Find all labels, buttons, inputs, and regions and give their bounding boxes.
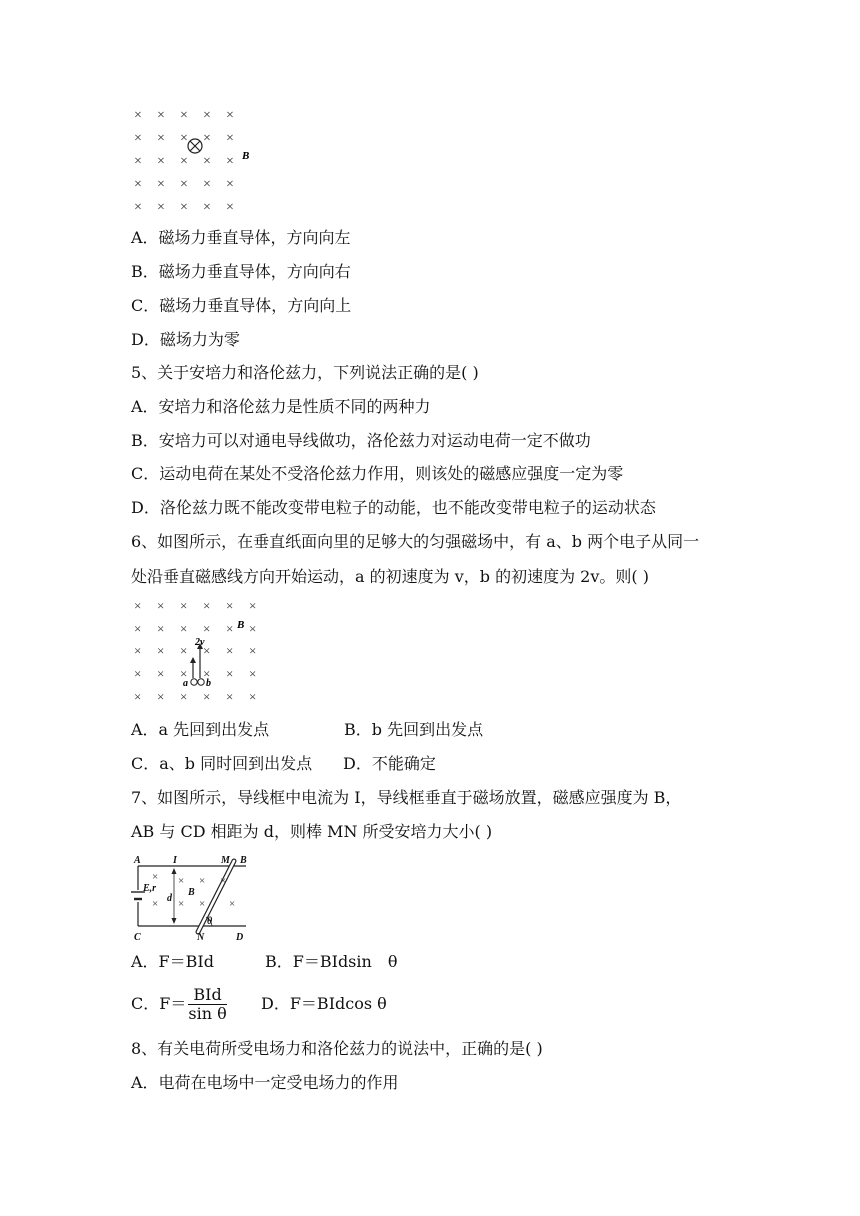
q7-label-M: M (221, 855, 230, 866)
q4-option-a: A．磁场力垂直导体，方向向左 (131, 228, 351, 247)
svg-text:×: × (180, 621, 188, 636)
svg-text:×: × (226, 177, 234, 192)
q6-label-b: b (206, 678, 211, 689)
svg-text:×: × (203, 177, 211, 192)
q7-option-c-numerator: BId (188, 986, 226, 1005)
q7-label-A: A (134, 855, 141, 866)
svg-text:×: × (134, 621, 142, 636)
svg-text:×: × (178, 875, 185, 887)
svg-text:×: × (226, 598, 234, 613)
svg-text:×: × (157, 666, 165, 681)
svg-text:×: × (249, 598, 257, 613)
q7-option-c-fraction (188, 986, 226, 1023)
q5-stem: 5、关于安培力和洛伦兹力，下列说法正确的是( ) (131, 363, 479, 382)
svg-text:×: × (226, 154, 234, 169)
svg-text:×: × (157, 689, 165, 704)
svg-text:×: × (226, 666, 234, 681)
q7-option-c-denominator: sin θ (188, 1004, 227, 1023)
svg-text:×: × (220, 875, 227, 887)
svg-text:×: × (157, 177, 165, 192)
q5-option-a: A．安培力和洛伦兹力是性质不同的两种力 (131, 397, 431, 416)
svg-text:×: × (249, 621, 257, 636)
svg-text:×: × (203, 689, 211, 704)
svg-text:×: × (180, 689, 188, 704)
q6-stem-line1: 6、如图所示，在垂直纸面向里的足够大的匀强磁场中，有 a、b 两个电子从同一 (131, 532, 700, 551)
svg-text:×: × (226, 621, 234, 636)
svg-text:×: × (134, 598, 142, 613)
q4-option-b: B．磁场力垂直导体，方向向右 (131, 262, 351, 281)
svg-text:×: × (180, 131, 188, 146)
svg-text:×: × (157, 621, 165, 636)
svg-text:×: × (180, 177, 188, 192)
q4-magnetic-field-diagram (128, 100, 258, 220)
q7-figure (128, 852, 254, 946)
q7-label-d: d (167, 893, 172, 904)
distance-d-marker (172, 868, 177, 924)
q5-option-c: C．运动电荷在某处不受洛伦兹力作用，则该处的磁感应强度一定为零 (131, 464, 624, 483)
svg-text:×: × (203, 200, 211, 215)
svg-text:×: × (226, 689, 234, 704)
q7-option-c-prefix: C．F＝ (131, 994, 187, 1013)
svg-text:×: × (249, 643, 257, 658)
q8-option-a: A．电荷在电场中一定受电场力的作用 (131, 1073, 399, 1092)
current-into-page-icon (188, 139, 202, 153)
svg-text:×: × (134, 177, 142, 192)
q8-stem: 8、有关电荷所受电场力和洛伦兹力的说法中，正确的是( ) (131, 1039, 543, 1058)
svg-text:×: × (180, 666, 188, 681)
q7-option-a: A．F＝BId (131, 952, 214, 971)
q4-option-c: C．磁场力垂直导体，方向向上 (131, 296, 352, 315)
q7-circuit-diagram (128, 852, 254, 946)
svg-text:×: × (203, 621, 211, 636)
q6-option-a: A．a 先回到出发点 (131, 720, 270, 739)
svg-text:×: × (134, 689, 142, 704)
q7-stem-line2: AB 与 CD 相距为 d，则棒 MN 所受安培力大小( ) (131, 822, 493, 841)
q7-label-Er: E,r (143, 883, 157, 894)
q5-option-b: B．安培力可以对通电导线做功，洛伦兹力对运动电荷一定不做功 (131, 431, 591, 450)
svg-text:×: × (157, 598, 165, 613)
svg-text:×: × (134, 200, 142, 215)
q6-magnetic-field-diagram (128, 594, 268, 710)
q4-label-B: B (242, 150, 250, 162)
svg-text:×: × (180, 154, 188, 169)
svg-text:×: × (203, 598, 211, 613)
svg-text:×: × (152, 898, 159, 910)
svg-text:×: × (134, 643, 142, 658)
svg-text:×: × (226, 108, 234, 123)
q7-label-B-field: B (188, 887, 195, 898)
svg-text:×: × (203, 108, 211, 123)
svg-text:×: × (203, 666, 211, 681)
svg-text:×: × (134, 666, 142, 681)
svg-text:×: × (157, 200, 165, 215)
q7-stem-line1: 7、如图所示，导线框中电流为 I，导线框垂直于磁场放置，磁感应强度为 B， (131, 788, 682, 807)
q7-option-b: B．F＝BIdsin θ (265, 952, 398, 971)
svg-text:×: × (157, 108, 165, 123)
svg-text:×: × (249, 689, 257, 704)
svg-text:×: × (134, 108, 142, 123)
q6-label-B: B (237, 619, 245, 631)
svg-text:×: × (180, 643, 188, 658)
q4-option-d: D．磁场力为零 (131, 330, 240, 349)
q7-label-D: D (236, 932, 244, 943)
svg-text:×: × (152, 871, 159, 883)
svg-text:×: × (203, 643, 211, 658)
svg-text:×: × (180, 108, 188, 123)
q7-label-theta: θ (207, 916, 213, 927)
q4-field-crosses (134, 108, 234, 215)
q7-label-N: N (197, 932, 205, 943)
svg-text:×: × (178, 898, 185, 910)
rod-mn (198, 861, 234, 932)
q7-label-C: C (134, 932, 141, 943)
svg-text:×: × (226, 131, 234, 146)
svg-text:×: × (180, 200, 188, 215)
q7-option-d: D．F＝BIdcos θ (261, 994, 387, 1013)
svg-text:×: × (199, 898, 206, 910)
svg-text:×: × (249, 666, 257, 681)
q6-stem-line2: 处沿垂直磁感线方向开始运动，a 的初速度为 v，b 的初速度为 2v。则( ) (131, 567, 649, 586)
q6-field-crosses (134, 598, 256, 704)
q6-figure (128, 594, 268, 710)
svg-text:×: × (157, 154, 165, 169)
q6-option-b: B．b 先回到出发点 (344, 720, 484, 739)
svg-text:×: × (229, 898, 236, 910)
q6-label-a: a (183, 678, 188, 689)
q6-option-d: D．不能确定 (343, 754, 436, 773)
q4-figure (128, 100, 258, 220)
q7-option-c (131, 984, 229, 1024)
q5-option-d: D．洛伦兹力既不能改变带电粒子的动能，也不能改变带电粒子的运动状态 (131, 498, 656, 517)
svg-text:×: × (203, 131, 211, 146)
velocity-arrows-icon (190, 643, 203, 678)
q6-label-2v: 2v (195, 637, 205, 648)
svg-text:×: × (199, 875, 206, 887)
q6-option-c: C．a、b 同时回到出发点 (131, 754, 313, 773)
q7-label-I: I (173, 855, 177, 866)
svg-text:×: × (134, 154, 142, 169)
svg-text:×: × (226, 200, 234, 215)
svg-text:×: × (134, 131, 142, 146)
svg-text:×: × (203, 154, 211, 169)
svg-text:×: × (226, 643, 234, 658)
svg-text:×: × (180, 598, 188, 613)
svg-text:×: × (157, 131, 165, 146)
svg-text:×: × (157, 643, 165, 658)
q7-label-B-corner: B (240, 855, 247, 866)
